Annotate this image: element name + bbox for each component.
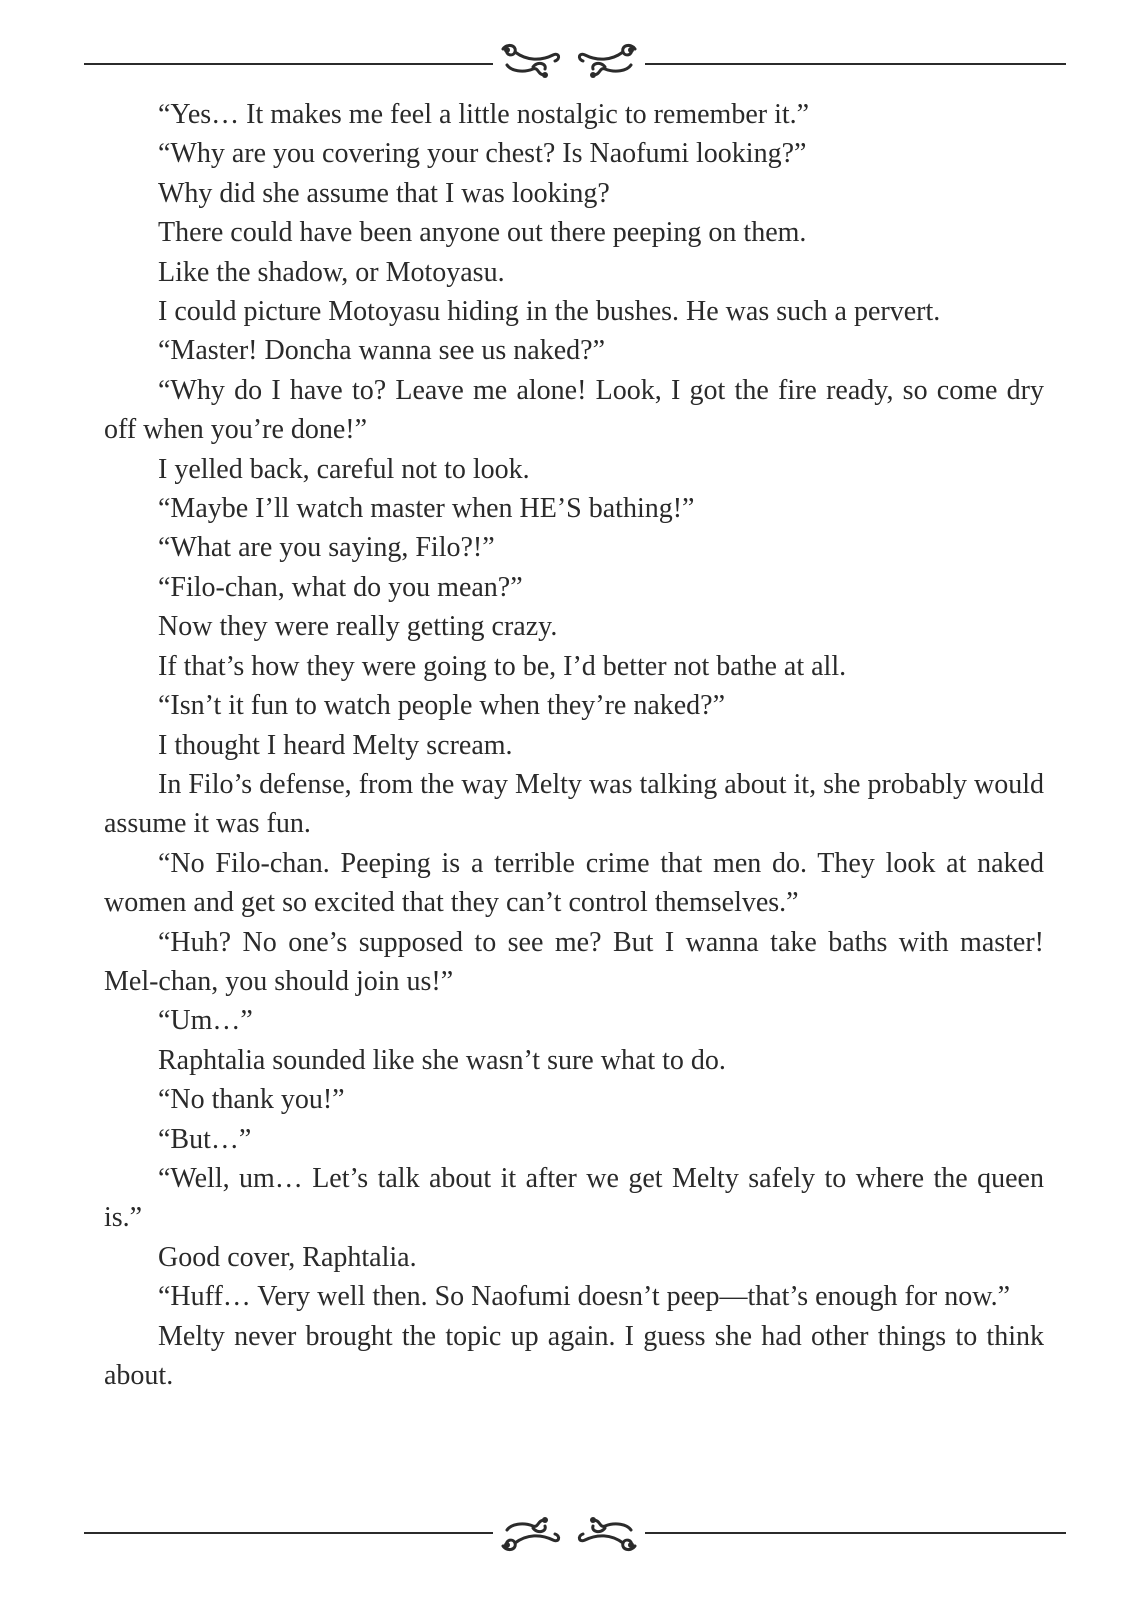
- paragraph: “Why do I have to? Leave me alone! Look, I got the fire ready, so come dry off when you’re done!”: [104, 374, 1044, 446]
- paragraph: Good cover, Raphtalia.: [158, 1241, 417, 1273]
- paragraph: In Filo’s defense, from the way Melty was talking about it, she probably would assume it was fun.: [104, 768, 1044, 840]
- paragraph: If that’s how they were going to be, I’d better not bathe at all.: [158, 650, 847, 682]
- paragraph: “Well, um… Let’s talk about it after we get Melty safely to where the queen is.”: [104, 1162, 1044, 1234]
- paragraph: “No thank you!”: [158, 1084, 345, 1116]
- paragraph: “Isn’t it fun to watch people when they’re naked?”: [158, 690, 726, 722]
- paragraph: I thought I heard Melty scream.: [158, 729, 513, 761]
- paragraph: “Why are you covering your chest? Is Naofumi looking?”: [158, 138, 807, 170]
- paragraph: “Master! Doncha wanna see us naked?”: [158, 335, 606, 367]
- paragraph: Why did she assume that I was looking?: [158, 177, 610, 209]
- paragraph: “No Filo-chan. Peeping is a terrible crime that men do. They look at naked women and get so excited that they can’t control themselves.”: [104, 847, 1044, 919]
- paragraph: I yelled back, careful not to look.: [158, 453, 530, 485]
- paragraph: There could have been anyone out there peeping on them.: [158, 217, 807, 249]
- paragraph: I could picture Motoyasu hiding in the bushes. He was such a pervert.: [158, 296, 941, 328]
- paragraph: “Maybe I’ll watch master when HE’S bathing!”: [158, 493, 695, 525]
- paragraph: “Um…”: [158, 1005, 253, 1037]
- paragraph: Raphtalia sounded like she wasn’t sure what to do.: [158, 1044, 726, 1076]
- bottom-flourish-icon: [493, 1510, 645, 1554]
- paragraph: “Huff… Very well then. So Naofumi doesn’t peep—that’s enough for now.”: [158, 1281, 1011, 1313]
- paragraph: “Filo-chan, what do you mean?”: [158, 571, 523, 603]
- paragraph: “What are you saying, Filo?!”: [158, 532, 495, 564]
- paragraph: Like the shadow, or Motoyasu.: [158, 256, 505, 288]
- paragraph: Melty never brought the topic up again. I guess she had other things to think about.: [104, 1320, 1044, 1391]
- paragraph: Now they were really getting crazy.: [158, 611, 558, 643]
- top-flourish-icon: [493, 41, 645, 85]
- paragraph: “Yes… It makes me feel a little nostalgic to remember it.”: [158, 99, 810, 130]
- paragraph: “Huh? No one’s supposed to see me? But I wanna take baths with master! Mel-chan, you should join us!”: [104, 926, 1044, 997]
- paragraph: “But…”: [158, 1123, 252, 1155]
- page-body-text: [104, 95, 1044, 1395]
